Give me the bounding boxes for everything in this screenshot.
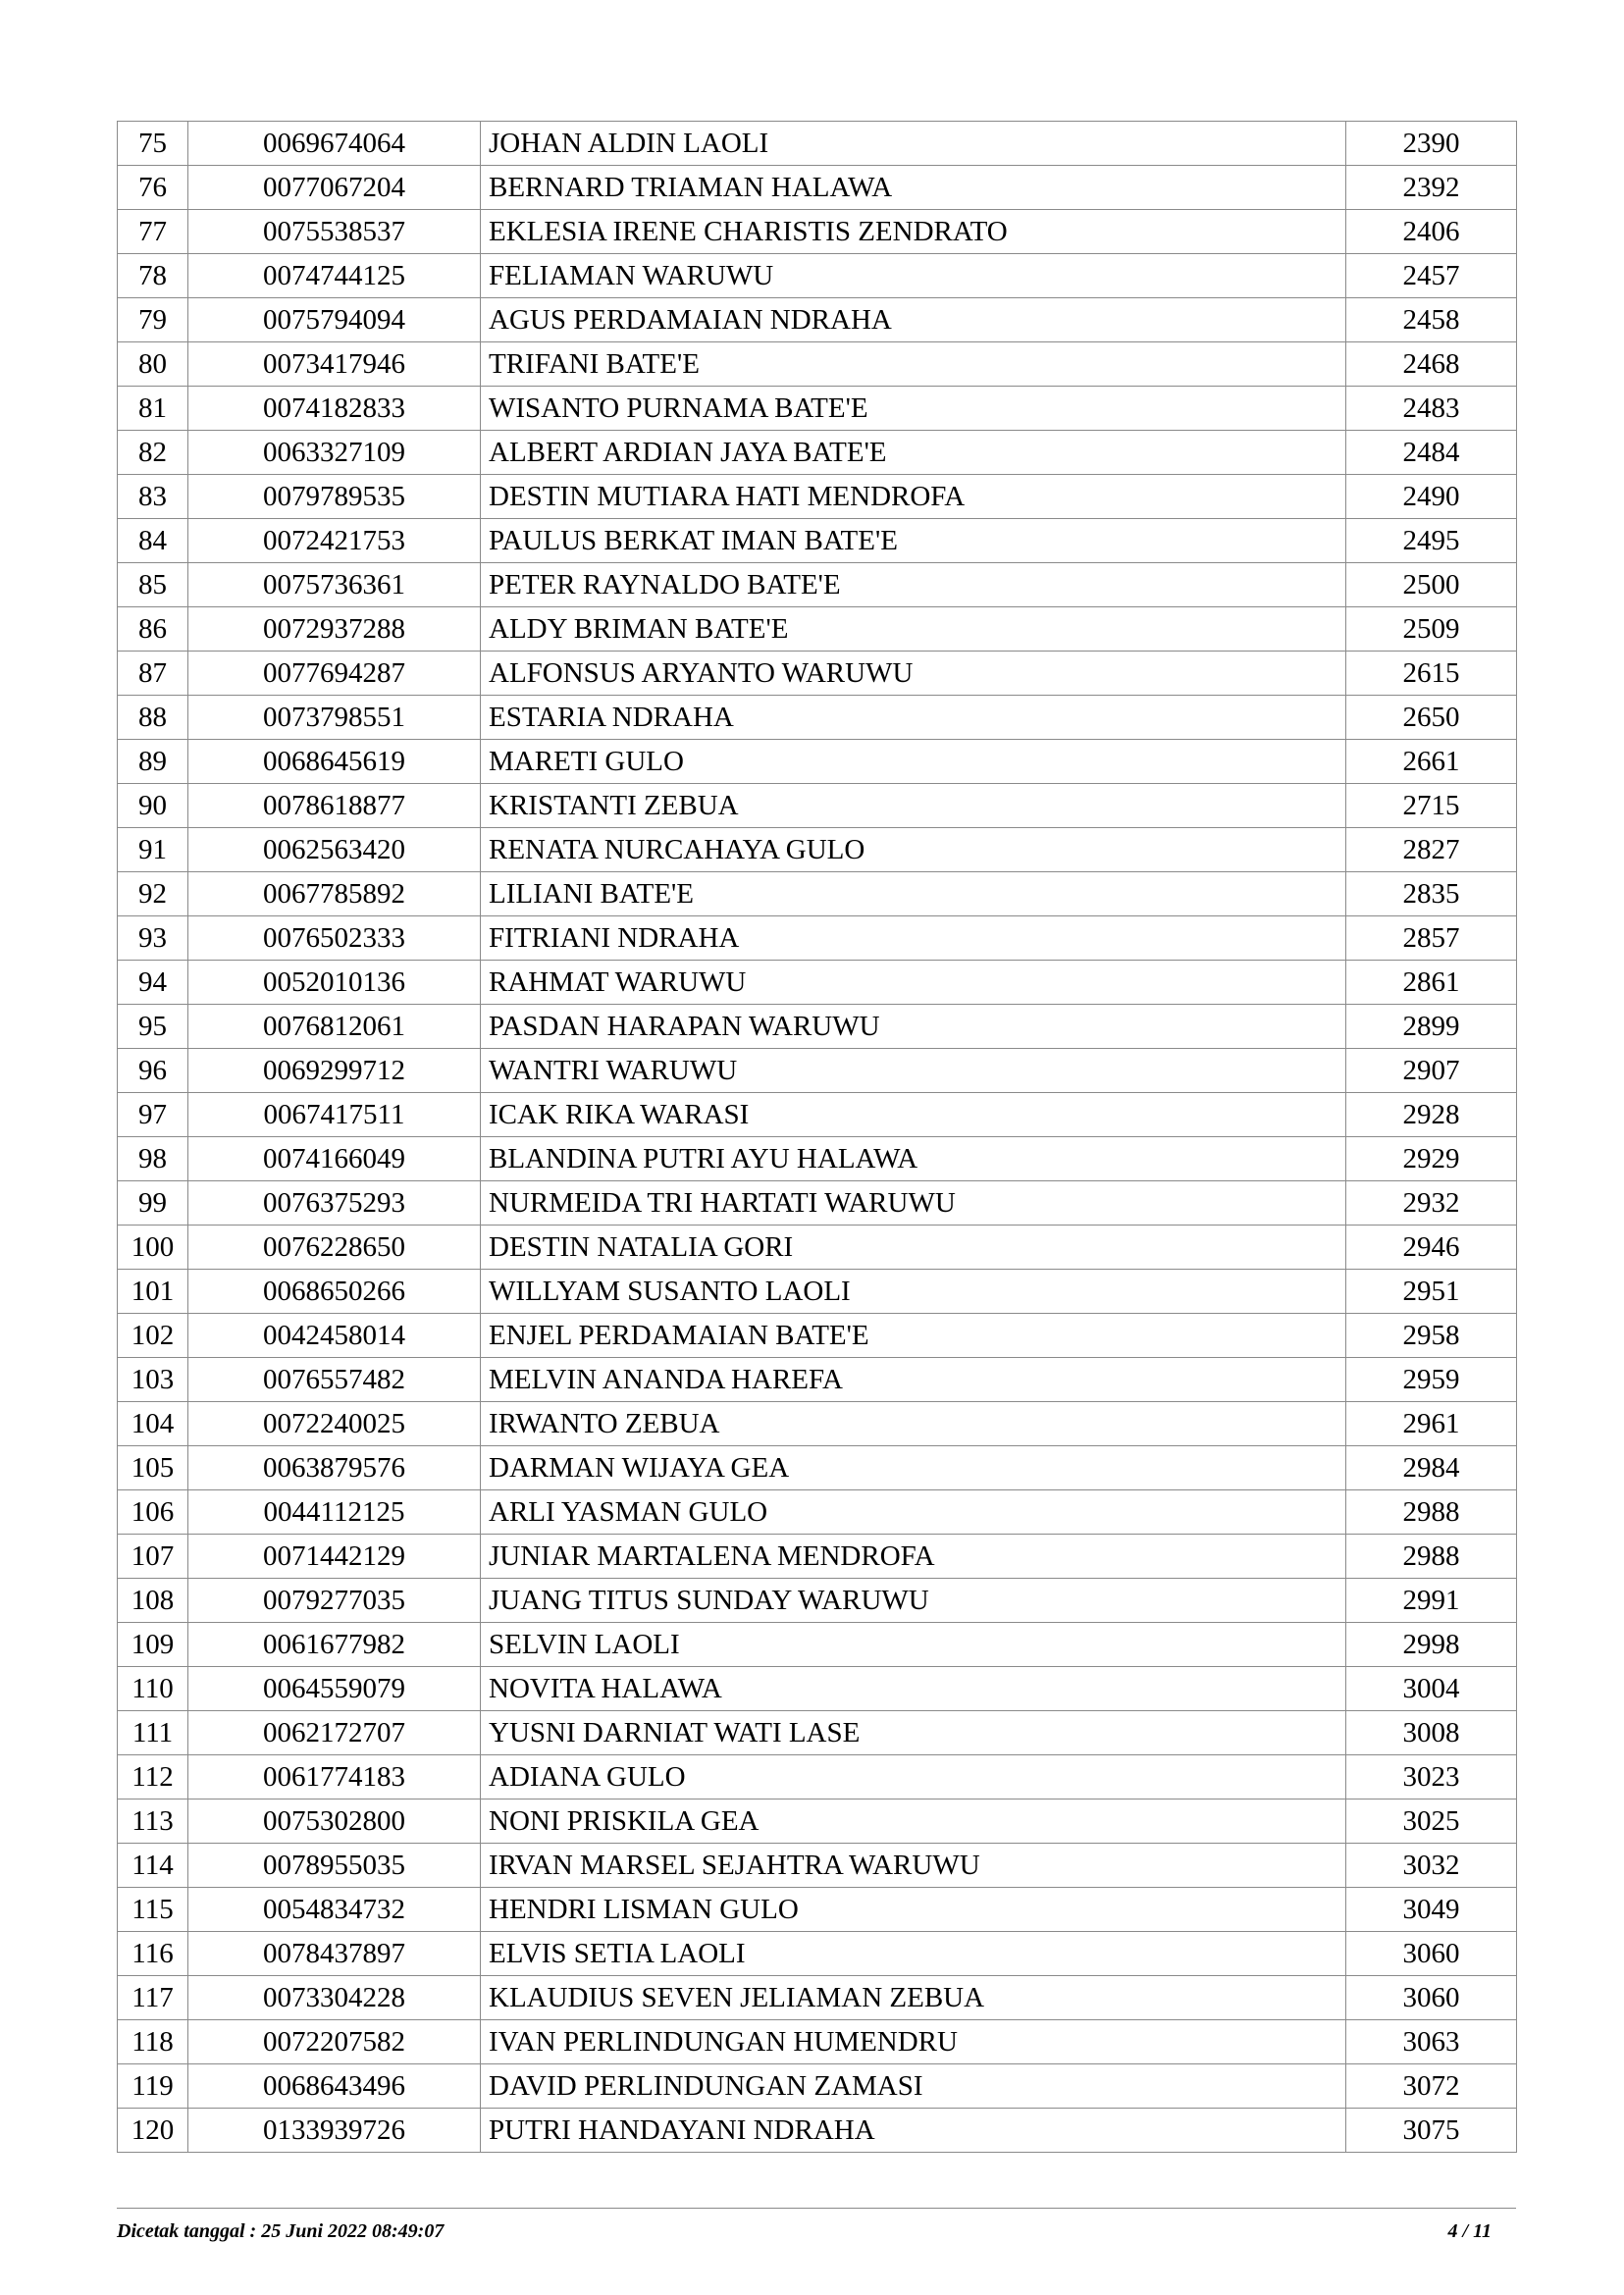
score-rank-cell: 2984: [1346, 1446, 1517, 1490]
score-rank-cell: 3023: [1346, 1755, 1517, 1799]
score-rank-cell: 2907: [1346, 1049, 1517, 1093]
row-number-cell: 100: [118, 1226, 188, 1270]
score-rank-cell: 3072: [1346, 2064, 1517, 2109]
nisn-cell: 0077067204: [188, 166, 481, 210]
student-name-cell: NOVITA HALAWA: [481, 1667, 1346, 1711]
nisn-cell: 0078618877: [188, 784, 481, 828]
student-name-cell: KRISTANTI ZEBUA: [481, 784, 1346, 828]
score-rank-cell: 2483: [1346, 387, 1517, 431]
results-table: [117, 121, 1517, 2153]
student-name-cell: PAULUS BERKAT IMAN BATE'E: [481, 519, 1346, 563]
row-number-cell: 79: [118, 298, 188, 342]
student-name-cell: YUSNI DARNIAT WATI LASE: [481, 1711, 1346, 1755]
nisn-cell: 0074166049: [188, 1137, 481, 1181]
score-rank-cell: 2615: [1346, 652, 1517, 696]
student-name-cell: ALDY BRIMAN BATE'E: [481, 607, 1346, 652]
nisn-cell: 0076228650: [188, 1226, 481, 1270]
student-name-cell: ALFONSUS ARYANTO WARUWU: [481, 652, 1346, 696]
row-number-cell: 95: [118, 1005, 188, 1049]
table-row: [118, 387, 1517, 431]
nisn-cell: 0075794094: [188, 298, 481, 342]
student-name-cell: ADIANA GULO: [481, 1755, 1346, 1799]
row-number-cell: 116: [118, 1932, 188, 1976]
table-row: [118, 1844, 1517, 1888]
table-row: [118, 431, 1517, 475]
row-number-cell: 99: [118, 1181, 188, 1226]
row-number-cell: 91: [118, 828, 188, 872]
student-name-cell: BERNARD TRIAMAN HALAWA: [481, 166, 1346, 210]
row-number-cell: 89: [118, 740, 188, 784]
row-number-cell: 82: [118, 431, 188, 475]
table-row: [118, 1446, 1517, 1490]
row-number-cell: 119: [118, 2064, 188, 2109]
score-rank-cell: 3075: [1346, 2109, 1517, 2153]
nisn-cell: 0073304228: [188, 1976, 481, 2020]
student-name-cell: ELVIS SETIA LAOLI: [481, 1932, 1346, 1976]
nisn-cell: 0075538537: [188, 210, 481, 254]
nisn-cell: 0052010136: [188, 961, 481, 1005]
student-name-cell: BLANDINA PUTRI AYU HALAWA: [481, 1137, 1346, 1181]
table-row: [118, 1314, 1517, 1358]
row-number-cell: 94: [118, 961, 188, 1005]
score-rank-cell: 2928: [1346, 1093, 1517, 1137]
student-name-cell: LILIANI BATE'E: [481, 872, 1346, 916]
row-number-cell: 101: [118, 1270, 188, 1314]
row-number-cell: 114: [118, 1844, 188, 1888]
row-number-cell: 80: [118, 342, 188, 387]
row-number-cell: 105: [118, 1446, 188, 1490]
nisn-cell: 0042458014: [188, 1314, 481, 1358]
student-name-cell: RENATA NURCAHAYA GULO: [481, 828, 1346, 872]
nisn-cell: 0061677982: [188, 1623, 481, 1667]
student-name-cell: NONI PRISKILA GEA: [481, 1799, 1346, 1844]
student-name-cell: RAHMAT WARUWU: [481, 961, 1346, 1005]
nisn-cell: 0067417511: [188, 1093, 481, 1137]
score-rank-cell: 3063: [1346, 2020, 1517, 2064]
table-row: [118, 210, 1517, 254]
table-row: [118, 1579, 1517, 1623]
row-number-cell: 120: [118, 2109, 188, 2153]
row-number-cell: 97: [118, 1093, 188, 1137]
row-number-cell: 96: [118, 1049, 188, 1093]
score-rank-cell: 2998: [1346, 1623, 1517, 1667]
score-rank-cell: 2650: [1346, 696, 1517, 740]
table-row: [118, 2020, 1517, 2064]
row-number-cell: 112: [118, 1755, 188, 1799]
score-rank-cell: 2715: [1346, 784, 1517, 828]
results-table-body: [118, 122, 1517, 2153]
row-number-cell: 118: [118, 2020, 188, 2064]
nisn-cell: 0044112125: [188, 1490, 481, 1535]
table-row: [118, 1402, 1517, 1446]
student-name-cell: NURMEIDA TRI HARTATI WARUWU: [481, 1181, 1346, 1226]
table-row: [118, 1270, 1517, 1314]
table-row: [118, 1888, 1517, 1932]
nisn-cell: 0062563420: [188, 828, 481, 872]
table-row: [118, 1137, 1517, 1181]
nisn-cell: 0068650266: [188, 1270, 481, 1314]
score-rank-cell: 2899: [1346, 1005, 1517, 1049]
row-number-cell: 111: [118, 1711, 188, 1755]
table-row: [118, 2109, 1517, 2153]
table-row: [118, 1358, 1517, 1402]
row-number-cell: 78: [118, 254, 188, 298]
nisn-cell: 0079277035: [188, 1579, 481, 1623]
table-row: [118, 122, 1517, 166]
nisn-cell: 0069299712: [188, 1049, 481, 1093]
row-number-cell: 75: [118, 122, 188, 166]
table-row: [118, 1181, 1517, 1226]
student-name-cell: IRVAN MARSEL SEJAHTRA WARUWU: [481, 1844, 1346, 1888]
table-row: [118, 1799, 1517, 1844]
student-name-cell: WANTRI WARUWU: [481, 1049, 1346, 1093]
row-number-cell: 102: [118, 1314, 188, 1358]
student-name-cell: AGUS PERDAMAIAN NDRAHA: [481, 298, 1346, 342]
table-row: [118, 872, 1517, 916]
student-name-cell: PETER RAYNALDO BATE'E: [481, 563, 1346, 607]
row-number-cell: 87: [118, 652, 188, 696]
table-row: [118, 828, 1517, 872]
nisn-cell: 0076375293: [188, 1181, 481, 1226]
score-rank-cell: 2509: [1346, 607, 1517, 652]
student-name-cell: WISANTO PURNAMA BATE'E: [481, 387, 1346, 431]
student-name-cell: DESTIN NATALIA GORI: [481, 1226, 1346, 1270]
student-name-cell: FELIAMAN WARUWU: [481, 254, 1346, 298]
table-row: [118, 1711, 1517, 1755]
student-name-cell: MELVIN ANANDA HAREFA: [481, 1358, 1346, 1402]
table-row: [118, 1490, 1517, 1535]
student-name-cell: WILLYAM SUSANTO LAOLI: [481, 1270, 1346, 1314]
table-row: [118, 298, 1517, 342]
student-name-cell: JUANG TITUS SUNDAY WARUWU: [481, 1579, 1346, 1623]
table-row: [118, 740, 1517, 784]
table-row: [118, 1226, 1517, 1270]
student-name-cell: DESTIN MUTIARA HATI MENDROFA: [481, 475, 1346, 519]
student-name-cell: FITRIANI NDRAHA: [481, 916, 1346, 961]
student-name-cell: JOHAN ALDIN LAOLI: [481, 122, 1346, 166]
score-rank-cell: 2929: [1346, 1137, 1517, 1181]
score-rank-cell: 2406: [1346, 210, 1517, 254]
student-name-cell: ARLI YASMAN GULO: [481, 1490, 1346, 1535]
nisn-cell: 0076557482: [188, 1358, 481, 1402]
nisn-cell: 0074744125: [188, 254, 481, 298]
score-rank-cell: 3060: [1346, 1932, 1517, 1976]
row-number-cell: 93: [118, 916, 188, 961]
student-name-cell: IVAN PERLINDUNGAN HUMENDRU: [481, 2020, 1346, 2064]
student-name-cell: PUTRI HANDAYANI NDRAHA: [481, 2109, 1346, 2153]
score-rank-cell: 3032: [1346, 1844, 1517, 1888]
student-name-cell: PASDAN HARAPAN WARUWU: [481, 1005, 1346, 1049]
row-number-cell: 81: [118, 387, 188, 431]
table-row: [118, 254, 1517, 298]
score-rank-cell: 2661: [1346, 740, 1517, 784]
nisn-cell: 0072240025: [188, 1402, 481, 1446]
student-name-cell: ALBERT ARDIAN JAYA BATE'E: [481, 431, 1346, 475]
student-name-cell: DAVID PERLINDUNGAN ZAMASI: [481, 2064, 1346, 2109]
row-number-cell: 103: [118, 1358, 188, 1402]
score-rank-cell: 2988: [1346, 1490, 1517, 1535]
nisn-cell: 0074182833: [188, 387, 481, 431]
table-row: [118, 166, 1517, 210]
student-name-cell: KLAUDIUS SEVEN JELIAMAN ZEBUA: [481, 1976, 1346, 2020]
row-number-cell: 86: [118, 607, 188, 652]
score-rank-cell: 2390: [1346, 122, 1517, 166]
table-row: [118, 1093, 1517, 1137]
student-name-cell: ESTARIA NDRAHA: [481, 696, 1346, 740]
nisn-cell: 0069674064: [188, 122, 481, 166]
score-rank-cell: 2827: [1346, 828, 1517, 872]
row-number-cell: 104: [118, 1402, 188, 1446]
row-number-cell: 98: [118, 1137, 188, 1181]
table-row: [118, 916, 1517, 961]
nisn-cell: 0071442129: [188, 1535, 481, 1579]
nisn-cell: 0072937288: [188, 607, 481, 652]
nisn-cell: 0064559079: [188, 1667, 481, 1711]
score-rank-cell: 2500: [1346, 563, 1517, 607]
student-name-cell: ENJEL PERDAMAIAN BATE'E: [481, 1314, 1346, 1358]
table-row: [118, 2064, 1517, 2109]
table-row: [118, 607, 1517, 652]
table-row: [118, 342, 1517, 387]
table-row: [118, 1005, 1517, 1049]
nisn-cell: 0076812061: [188, 1005, 481, 1049]
score-rank-cell: 2961: [1346, 1402, 1517, 1446]
table-row: [118, 696, 1517, 740]
student-name-cell: IRWANTO ZEBUA: [481, 1402, 1346, 1446]
nisn-cell: 0072421753: [188, 519, 481, 563]
score-rank-cell: 2861: [1346, 961, 1517, 1005]
row-number-cell: 92: [118, 872, 188, 916]
nisn-cell: 0077694287: [188, 652, 481, 696]
row-number-cell: 106: [118, 1490, 188, 1535]
nisn-cell: 0073798551: [188, 696, 481, 740]
table-row: [118, 1049, 1517, 1093]
student-name-cell: EKLESIA IRENE CHARISTIS ZENDRATO: [481, 210, 1346, 254]
score-rank-cell: 2392: [1346, 166, 1517, 210]
score-rank-cell: 2959: [1346, 1358, 1517, 1402]
table-row: [118, 519, 1517, 563]
table-row: [118, 1932, 1517, 1976]
nisn-cell: 0062172707: [188, 1711, 481, 1755]
table-row: [118, 784, 1517, 828]
score-rank-cell: 2458: [1346, 298, 1517, 342]
table-row: [118, 1623, 1517, 1667]
row-number-cell: 109: [118, 1623, 188, 1667]
score-rank-cell: 3004: [1346, 1667, 1517, 1711]
score-rank-cell: 2988: [1346, 1535, 1517, 1579]
row-number-cell: 113: [118, 1799, 188, 1844]
row-number-cell: 85: [118, 563, 188, 607]
score-rank-cell: 2495: [1346, 519, 1517, 563]
table-row: [118, 652, 1517, 696]
score-rank-cell: 3025: [1346, 1799, 1517, 1844]
score-rank-cell: 2490: [1346, 475, 1517, 519]
score-rank-cell: 2951: [1346, 1270, 1517, 1314]
table-row: [118, 1535, 1517, 1579]
student-name-cell: MARETI GULO: [481, 740, 1346, 784]
page-number: 4 / 11: [1447, 2220, 1492, 2242]
score-rank-cell: 2857: [1346, 916, 1517, 961]
score-rank-cell: 3049: [1346, 1888, 1517, 1932]
nisn-cell: 0068645619: [188, 740, 481, 784]
footer-divider: [117, 2208, 1516, 2209]
nisn-cell: 0063327109: [188, 431, 481, 475]
row-number-cell: 88: [118, 696, 188, 740]
row-number-cell: 117: [118, 1976, 188, 2020]
nisn-cell: 0078955035: [188, 1844, 481, 1888]
student-name-cell: HENDRI LISMAN GULO: [481, 1888, 1346, 1932]
score-rank-cell: 2484: [1346, 431, 1517, 475]
table-row: [118, 475, 1517, 519]
row-number-cell: 76: [118, 166, 188, 210]
table-row: [118, 1667, 1517, 1711]
nisn-cell: 0133939726: [188, 2109, 481, 2153]
score-rank-cell: 3060: [1346, 1976, 1517, 2020]
nisn-cell: 0061774183: [188, 1755, 481, 1799]
printed-date-label: Dicetak tanggal : 25 Juni 2022 08:49:07: [117, 2220, 445, 2242]
nisn-cell: 0075302800: [188, 1799, 481, 1844]
nisn-cell: 0075736361: [188, 563, 481, 607]
score-rank-cell: 2958: [1346, 1314, 1517, 1358]
nisn-cell: 0073417946: [188, 342, 481, 387]
table-row: [118, 1755, 1517, 1799]
nisn-cell: 0063879576: [188, 1446, 481, 1490]
score-rank-cell: 2835: [1346, 872, 1517, 916]
table-row: [118, 1976, 1517, 2020]
row-number-cell: 84: [118, 519, 188, 563]
row-number-cell: 90: [118, 784, 188, 828]
score-rank-cell: 2991: [1346, 1579, 1517, 1623]
score-rank-cell: 2468: [1346, 342, 1517, 387]
nisn-cell: 0072207582: [188, 2020, 481, 2064]
row-number-cell: 115: [118, 1888, 188, 1932]
row-number-cell: 83: [118, 475, 188, 519]
table-row: [118, 961, 1517, 1005]
student-name-cell: DARMAN WIJAYA GEA: [481, 1446, 1346, 1490]
nisn-cell: 0079789535: [188, 475, 481, 519]
score-rank-cell: 2932: [1346, 1181, 1517, 1226]
row-number-cell: 110: [118, 1667, 188, 1711]
nisn-cell: 0078437897: [188, 1932, 481, 1976]
row-number-cell: 108: [118, 1579, 188, 1623]
score-rank-cell: 2946: [1346, 1226, 1517, 1270]
student-name-cell: SELVIN LAOLI: [481, 1623, 1346, 1667]
score-rank-cell: 2457: [1346, 254, 1517, 298]
student-name-cell: TRIFANI BATE'E: [481, 342, 1346, 387]
nisn-cell: 0068643496: [188, 2064, 481, 2109]
score-rank-cell: 3008: [1346, 1711, 1517, 1755]
table-row: [118, 563, 1517, 607]
student-name-cell: ICAK RIKA WARASI: [481, 1093, 1346, 1137]
row-number-cell: 77: [118, 210, 188, 254]
nisn-cell: 0076502333: [188, 916, 481, 961]
nisn-cell: 0054834732: [188, 1888, 481, 1932]
student-name-cell: JUNIAR MARTALENA MENDROFA: [481, 1535, 1346, 1579]
row-number-cell: 107: [118, 1535, 188, 1579]
nisn-cell: 0067785892: [188, 872, 481, 916]
